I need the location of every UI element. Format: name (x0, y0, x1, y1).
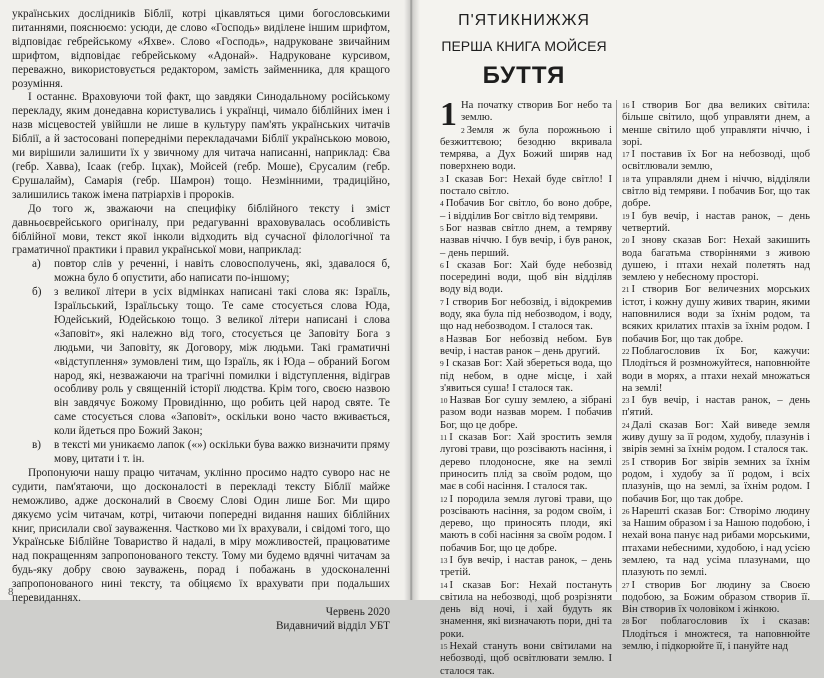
preface-paragraph-2: І останнє. Враховуючи той факт, що завдяки Синодальному російському перекладу, яким донедавна користувались і українці, чимало біблійних імен і назв місцевостей увійшли не лише в культуру пам'ять українських читачів Біблії, а й застосовані попередніми перекладачами Біблії українською мовою, ми вирішили залишити їх у звичному для читача написанні, наприклад: Єва (гебр. Хавва), Ісаак (гебр. Іцхак), Мойсей (гебр. Моше), Єрусалим (гебр. Єрушалайм), Самарія (гебр. Шамрон) тощо. Незмінними, традиційно, залишились також імена патріархів і пророків. (12, 91, 390, 201)
list-item (12, 439, 390, 467)
list-item (12, 286, 390, 439)
book-gutter (404, 0, 420, 600)
verse-number: 8 (440, 334, 444, 344)
list-text: в тексті ми уникаємо лапок («») оскільки бува важко визначити пряму мову, цитати і т. ін. (54, 439, 390, 465)
verse-text: Бог поблагословив їх і сказав: Плодіться і множтеся, та наповнюйте землю, і підкорюйте її, і пануйте над (622, 616, 810, 653)
list-item (12, 258, 390, 286)
verse-number: 25 (622, 457, 630, 467)
verse (622, 149, 810, 174)
verse (622, 616, 810, 653)
preface-text (12, 8, 390, 634)
verse (440, 198, 612, 223)
section-title: П'ЯТИКНИЖЖЯ (458, 12, 590, 29)
verse-text: І був вечір, і настав ранок, – день четвертий. (622, 210, 810, 234)
verse-text: Нехай стануть вони світилами на небозводі, щоб освітлювати землю. І сталося так. (440, 641, 612, 677)
verse-number: 9 (440, 359, 444, 369)
verse (440, 334, 612, 359)
date-line: Червень 2020 (325, 605, 390, 618)
verse-number: 7 (440, 297, 444, 307)
verse-number: 21 (622, 285, 630, 295)
verse-number: 18 (622, 174, 630, 184)
verse-text: Назвав Бог небозвід небом. Був вечір, і настав ранок – день другий. (440, 333, 612, 357)
column-divider (616, 100, 617, 592)
verse (440, 432, 612, 493)
verse (440, 395, 612, 432)
verse-text: Нарешті сказав Бог: Створімо людину за Нашим образом і за Нашою подобою, і нехай вона панує над рибами морськими, птахами небесними, худобою, і над усією землею, та над усіма плазунами, що плазують по землі. (622, 505, 811, 579)
verse (622, 284, 810, 345)
verse (440, 125, 612, 174)
preface-paragraph-1: українських дослідників Біблії, котрі цікавляться цими богословськими питаннями, пояснюємо: усюди, де слово «Господь» виділене іншим шрифтом, відповідає гебрейському «Яхве». Слово «Господь», надруковане звичайним шрифтом, відповідає гебрейському «Адонай». Надруковане курсивом, переважно, використовується редактором, замість займенника, для кращого розуміння. (12, 8, 390, 90)
signature-line: Видавничий відділ УБТ (275, 619, 390, 632)
verse (440, 297, 612, 334)
verse-text: І був вечір, і настав ранок, – день третій. (440, 554, 612, 579)
verse (622, 395, 810, 420)
verse-text: І створив Бог небозвід, і відокремив воду, яка була під небозводом, і воду, що над небозводом. І сталося так. (440, 296, 612, 333)
verse-text: Бог назвав світло днем, а темряву назвав ніччю. І був вечір, і був ранок, – день перший. (440, 222, 612, 259)
left-page (0, 0, 410, 632)
verse-number: 2 (461, 125, 465, 135)
verse-number: 6 (440, 260, 444, 270)
verse-text: Земля ж була порожньою і безжиттєвою; безодню вкривала темрява, а Дух Божий ширяв над поверхнею води. (440, 124, 612, 173)
verse-text: та управляли днем і ніччю, відділяли світло від темряви. І побачив Бог, що так добре. (622, 173, 810, 210)
verse-number: 13 (440, 555, 448, 565)
verse-text: На початку створив Бог небо та землю. (461, 100, 612, 124)
verse-number: 23 (622, 396, 630, 406)
verse (622, 211, 810, 236)
verse (440, 580, 612, 641)
verse-text: І породила земля лугові трави, що розсівають насіння, за родом своїм, і дерево, що приносять плоди, які мають в собі насіння за своїм родом. І побачив Бог, що це добре. (440, 493, 612, 554)
verse (440, 223, 612, 260)
verse-text: І створив Бог величезних морських істот, і кожну душу живих тварин, якими наповнилися води за їхнім родом, та всяких крилатих птахів за їхнім родом. І побачив Бог, що так добре. (622, 284, 810, 345)
verse-text: І створив Бог два великих світила: більше світило, щоб управляти днем, а менше світило щоб управляти ніччю, і зорі. (622, 100, 810, 148)
verse (622, 235, 810, 284)
verse-number: 26 (622, 506, 630, 516)
page-number: 8 (8, 586, 14, 598)
verse-number: 15 (440, 642, 448, 652)
verse (622, 346, 810, 395)
verse-text: І був вечір, і настав ранок, – день п'ятий. (622, 395, 810, 419)
verse-number: 20 (622, 236, 630, 246)
list-text: з великої літери в усіх відмінках написані такі слова як: Ізраїль, Ізраїльський, Ізраїльську тощо. Те саме стосується слова Юда, Юдейський, Юдейською тощо. З великої літери написані і слова «Заповіт», які належно від того, стосується це Заповіту Бога з людьми, чи Заповіту, як Договору, між людьми. Такі граматичні «відступлення» зумовлені тим, що Ізраїль, як і Юда – обраний Богом народ, які, незважаючи на трагічні помилки і відступлення, відіграв особливу роль у священній історії людства. Крім того, своєю назвою він завдячує Божому Провидінню, що робить цей народ святе. Те саме стосується слова «Заповіт», оскільки воно часто вживається, коли йдеться про Божий Закон; (54, 286, 390, 438)
verse (440, 358, 612, 395)
verse-number: 3 (440, 174, 444, 184)
verse-number: 12 (440, 494, 448, 504)
list-marker: а) (32, 258, 41, 271)
verse-number: 24 (622, 420, 630, 430)
list-marker: в) (32, 439, 42, 452)
verse (622, 506, 810, 580)
verse (440, 494, 612, 555)
verse-text: І знову сказав Бог: Нехай закишить вода багатьма створіннями з живою душею, і птахи нехай полетять над землею у небесному просторі. (622, 235, 810, 284)
verse-text: Побачив Бог світло, бо воно добре, – і відділив Бог світло від темряви. (440, 198, 612, 222)
verse (622, 457, 810, 506)
preface-paragraph-4: Пропонуючи нашу працю читачам, уклінно просимо надто суворо нас не судити, пам'ятаючи, що досконалості в перекладі тексту Біблії майже неможливо, адже досконалий в Своєму Слові Один лише Бог. Ми щиро дякуємо усім читачам, котрі, читаючи попередні видання наших біблійних книг, присилали свої зауваження. Частково ми їх врахували, і свідомі того, що Українське Біблійне Товариство й надалі, в міру можливостей, працюватиме над покращенням запропонованого тексту. Тому ми будемо вдячні читачам за будь-яку добру свою зауважень, порад і побажань в удосконаленні запропонованого нині тексту, та обіцяємо їх врахувати при подальших перевиданнях. (12, 466, 390, 605)
verse (440, 555, 612, 580)
verse-text: І сказав Бог: Хай збереться вода, що під небом, в одне місце, і хай з'явиться суша! І сталося так. (440, 358, 612, 394)
verse-text: І створив Бог людину за Своєю подобою, за Божим образом створив її. Він створив їх чоловіком і жінкою. (622, 579, 810, 616)
verse-text: Назвав Бог сушу землею, а зібрані разом води назвав морем. І побачив Бог, що це добре. (440, 395, 612, 431)
verse-text: І поставив їх Бог на небозводі, щоб освітлювали землю, (622, 149, 810, 173)
scripture-column-2 (622, 100, 810, 653)
chapter-number: 1 (440, 96, 457, 133)
verse-text: І сказав Бог: Нехай постануть світила на небозводі, щоб розрізняти день від ночі, і хай будуть як знамення, які визначають пори, дні та роки. (440, 579, 612, 640)
verse-number: 4 (440, 199, 444, 209)
verse-text: І сказав Бог: Хай зростить земля лугові трави, що розсівають насіння, і дерево плодоносне, яке на землі приносить плід за своїм родом, що має в собі насіння. І сталося так. (440, 432, 612, 493)
verse-text: І створив Бог звірів земних за їхнім родом, і худобу за її родом, і всіх плазунів, що на землі, за їхнім родом. І побачив Бог, що так добре. (622, 456, 810, 505)
verse-text: І сказав Бог: Хай буде небозвід посередині води, щоб він відділяв воду від води. (440, 259, 612, 296)
list-marker: б) (32, 286, 42, 299)
verse (622, 174, 810, 211)
verse-number: 22 (622, 346, 630, 356)
rules-list (12, 258, 390, 467)
verse (440, 641, 612, 678)
verse-number: 5 (440, 223, 444, 233)
verse (440, 260, 612, 297)
verse-number: 27 (622, 580, 630, 590)
verse (622, 420, 810, 457)
verse-number: 28 (622, 617, 630, 627)
verse (440, 174, 612, 199)
verse-text: І сказав Бог: Нехай буде світло! І постало світло. (440, 173, 612, 198)
verse-number: 14 (440, 580, 448, 590)
verse-number: 17 (622, 150, 630, 160)
list-text: повтор слів у реченні, і навіть словосполучень, які, здавалося б, можна було б опустити, або написати по-іншому; (54, 258, 390, 285)
verse-text: Далі сказав Бог: Хай виведе земля живу душу за її родом, худобу, плазунів і звірів земні за їхнім родом. І сталося так. (622, 419, 810, 456)
scripture-column-1 (440, 96, 612, 678)
verse (440, 96, 612, 133)
preface-paragraph-3: До того ж, зважаючи на специфіку біблійного тексту і зміст давньоєврейського оригіналу, при редагуванні враховувалась особливість біблійної мови, текст якої інколи відходить від сучасної філологічної та граматичної практики і правил української мови, наприклад: (12, 202, 390, 257)
verse-number: 16 (622, 101, 630, 110)
verse (622, 580, 810, 617)
book-name: БУТТЯ (482, 62, 566, 89)
verse (622, 100, 810, 149)
verse-text: Поблагословив їх Бог, кажучи: Плодіться й розмножуйтеся, наповнюйте води в морях, а птахи нехай множаться на землі! (622, 345, 810, 394)
verse-number: 19 (622, 211, 630, 221)
verse-number: 11 (440, 433, 448, 443)
book-label: ПЕРША КНИГА МОЙСЕЯ (441, 38, 607, 54)
verse-number: 10 (440, 396, 448, 406)
